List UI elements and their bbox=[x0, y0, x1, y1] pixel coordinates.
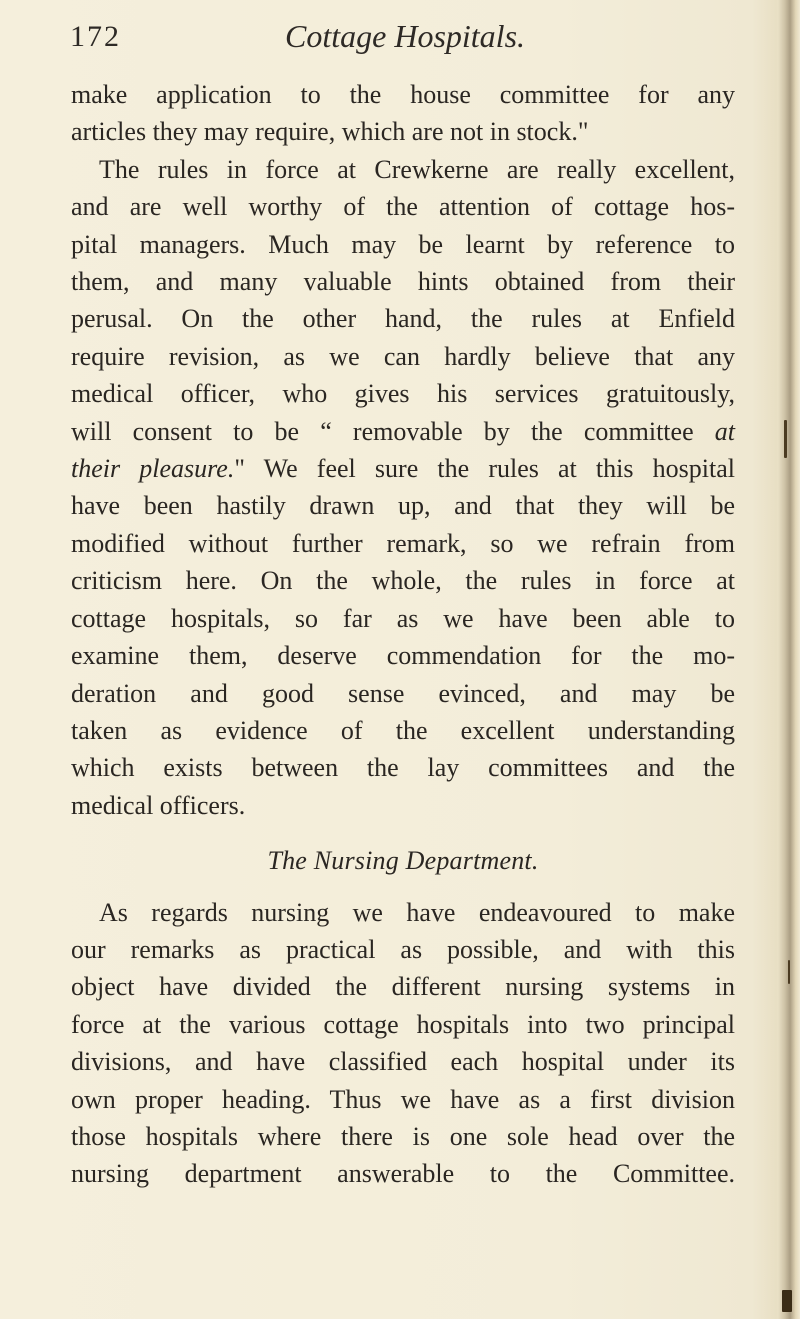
binding-mark bbox=[782, 1290, 792, 1312]
text-line: object have divided the different nursing systems in bbox=[71, 972, 735, 1002]
paragraph-rules bbox=[71, 151, 735, 824]
text-run: " We feel sure the rules at this hospital bbox=[234, 454, 735, 484]
section-heading: The Nursing Department. bbox=[267, 846, 539, 876]
paragraph-continued bbox=[71, 76, 735, 151]
page-header bbox=[70, 18, 730, 58]
italic-text-run: their pleasure. bbox=[71, 454, 235, 484]
text-line: medical officers. bbox=[71, 790, 246, 820]
text-line: examine them, deserve commendation for the mo- bbox=[71, 641, 735, 671]
text-run: will consent to be “ removable by the committee bbox=[71, 416, 715, 446]
text-line: which exists between the lay committees and the bbox=[71, 753, 735, 783]
text-line: As regards nursing we have endeavoured to make bbox=[99, 897, 735, 927]
text-line: deration and good sense evinced, and may be bbox=[71, 678, 735, 708]
text-line: pital managers. Much may be learnt by reference to bbox=[71, 229, 735, 259]
text-line: cottage hospitals, so far as we have been able to bbox=[71, 603, 735, 633]
text-line: nursing department answerable to the Committee. bbox=[71, 1159, 735, 1189]
text-line: and are well worthy of the attention of cottage hos- bbox=[71, 192, 735, 222]
body-text bbox=[71, 76, 735, 1193]
text-line bbox=[71, 450, 735, 487]
text-line: medical officer, who gives his services gratuitously, bbox=[71, 379, 735, 409]
text-line: them, and many valuable hints obtained from their bbox=[71, 267, 735, 297]
text-line: divisions, and have classified each hospital under its bbox=[71, 1047, 735, 1077]
paragraph-nursing bbox=[71, 894, 735, 1193]
text-line: our remarks as practical as possible, and with this bbox=[71, 934, 735, 964]
text-line bbox=[71, 413, 735, 450]
running-title: Cottage Hospitals. bbox=[285, 18, 526, 54]
text-line: have been hastily drawn up, and that they will be bbox=[71, 491, 735, 521]
page-number: 172 bbox=[70, 20, 121, 53]
text-line: criticism here. On the whole, the rules in force at bbox=[71, 566, 735, 596]
page-binding-edge bbox=[778, 0, 800, 1319]
text-line: The rules in force at Crewkerne are really excellent, bbox=[99, 154, 735, 184]
text-line: own proper heading. Thus we have as a first division bbox=[71, 1084, 735, 1114]
text-line: taken as evidence of the excellent understanding bbox=[71, 715, 735, 745]
text-line: force at the various cottage hospitals into two principal bbox=[71, 1009, 735, 1039]
text-line: require revision, as we can hardly believe that any bbox=[71, 341, 735, 371]
text-line: modified without further remark, so we refrain from bbox=[71, 528, 735, 558]
text-line: perusal. On the other hand, the rules at Enfield bbox=[71, 304, 735, 334]
binding-mark bbox=[784, 420, 787, 458]
text-line: make application to the house committee for any bbox=[71, 80, 735, 109]
text-line: those hospitals where there is one sole head over the bbox=[71, 1121, 735, 1151]
italic-text-run: at bbox=[714, 416, 735, 446]
binding-mark bbox=[788, 960, 790, 984]
text-line: articles they may require, which are not in stock." bbox=[71, 117, 589, 147]
